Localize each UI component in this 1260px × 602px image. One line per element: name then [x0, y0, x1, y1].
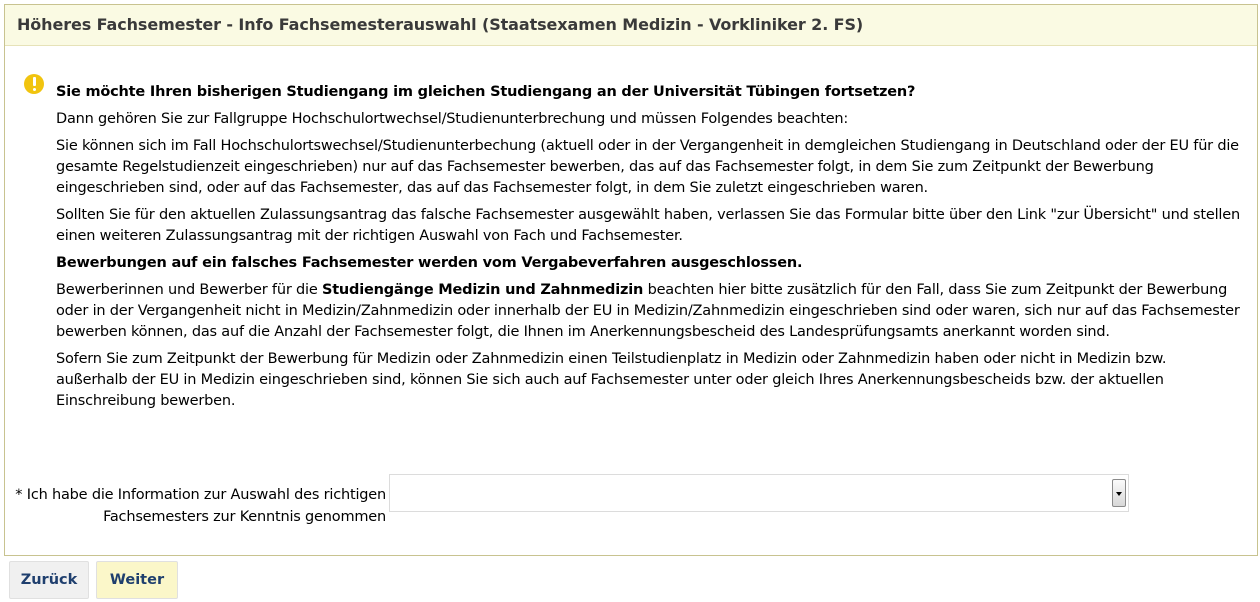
info-paragraph-6: Sofern Sie zum Zeitpunkt der Bewerbung für Medizin oder Zahnmedizin einen Teilstudienplatz in Medizin oder Zahnmedizin haben oder nicht in Medizin bzw. außerhalb der EU in Medizin eingeschrieben sind, können Sie sich auch auf Fachsemester unter oder gleich Ihres Anerkennungsbescheids bzw. der aktuellen Einschreibung bewerben.: [56, 351, 1167, 409]
info-paragraph-5-highlight: Studiengänge Medizin und Zahnmedizin: [321, 282, 644, 298]
chevron-down-icon[interactable]: [1112, 479, 1126, 507]
next-button[interactable]: Weiter: [96, 561, 178, 599]
panel-header: [5, 5, 1257, 46]
info-paragraph-5-start: Bewerberinnen und Bewerber für die: [56, 282, 322, 298]
info-question: Sie möchte Ihren bisherigen Studiengang im gleichen Studiengang an der Universität Tübingen fortsetzen?: [56, 84, 916, 100]
back-button[interactable]: Zurück: [9, 561, 89, 599]
page-title: Höheres Fachsemester - Info Fachsemesterauswahl (Staatsexamen Medizin - Vorkliniker 2. FS): [17, 15, 864, 34]
info-text: [56, 82, 1242, 418]
info-warning: Bewerbungen auf ein falsches Fachsemester werden vom Vergabeverfahren ausgeschlossen.: [56, 255, 803, 271]
info-icon: [24, 74, 44, 94]
info-paragraph-1: Dann gehören Sie zur Fallgruppe Hochschulortwechsel/Studienunterbrechung und müssen Folgendes beachten:: [56, 111, 849, 127]
info-paragraph-5: [56, 280, 1242, 343]
acknowledgement-select[interactable]: [389, 474, 1129, 512]
info-paragraph-5-end: beachten hier bitte zusätzlich für den Fall, dass Sie zum Zeitpunkt der Bewerbung oder in der Vergangenheit nicht in Medizin/Zahnmedizin oder innerhalb der EU in Medizin/Zahnmedizin eingeschrieben sind oder waren, sich nur auf das Fachsemester bewerben können, das auf die Anzahl der Fachsemester folgt, die Ihnen im Anerkennungsbescheid des Landesprüfungsamts anerkannt worden sind.: [56, 282, 1240, 340]
info-paragraph-3: Sollten Sie für den aktuellen Zulassungsantrag das falsche Fachsemester ausgewählt haben, verlassen Sie das Formular bitte über den Link "zur Übersicht" und stellen einen weiteren Zulassungsantrag mit der richtigen Auswahl von Fach und Fachsemester.: [56, 207, 1240, 244]
acknowledgement-label: * Ich habe die Information zur Auswahl des richtigen Fachsemesters zur Kenntnis genommen: [15, 487, 386, 525]
info-paragraph-2: Sie können sich im Fall Hochschulortswechsel/Studienunterbechung (aktuell oder in der Vergangenheit in demgleichen Studiengang in Deutschland oder der EU für die gesamte Regelstudienzeit eingeschrieben) nur auf das Fachsemester bewerben, das auf das Fachsemester folgt, in dem Sie zum Zeitpunkt der Bewerbung eingeschrieben sind, oder auf das Fachsemester, das auf das Fachsemester folgt, in dem Sie zuletzt eingeschrieben waren.: [56, 138, 1239, 196]
